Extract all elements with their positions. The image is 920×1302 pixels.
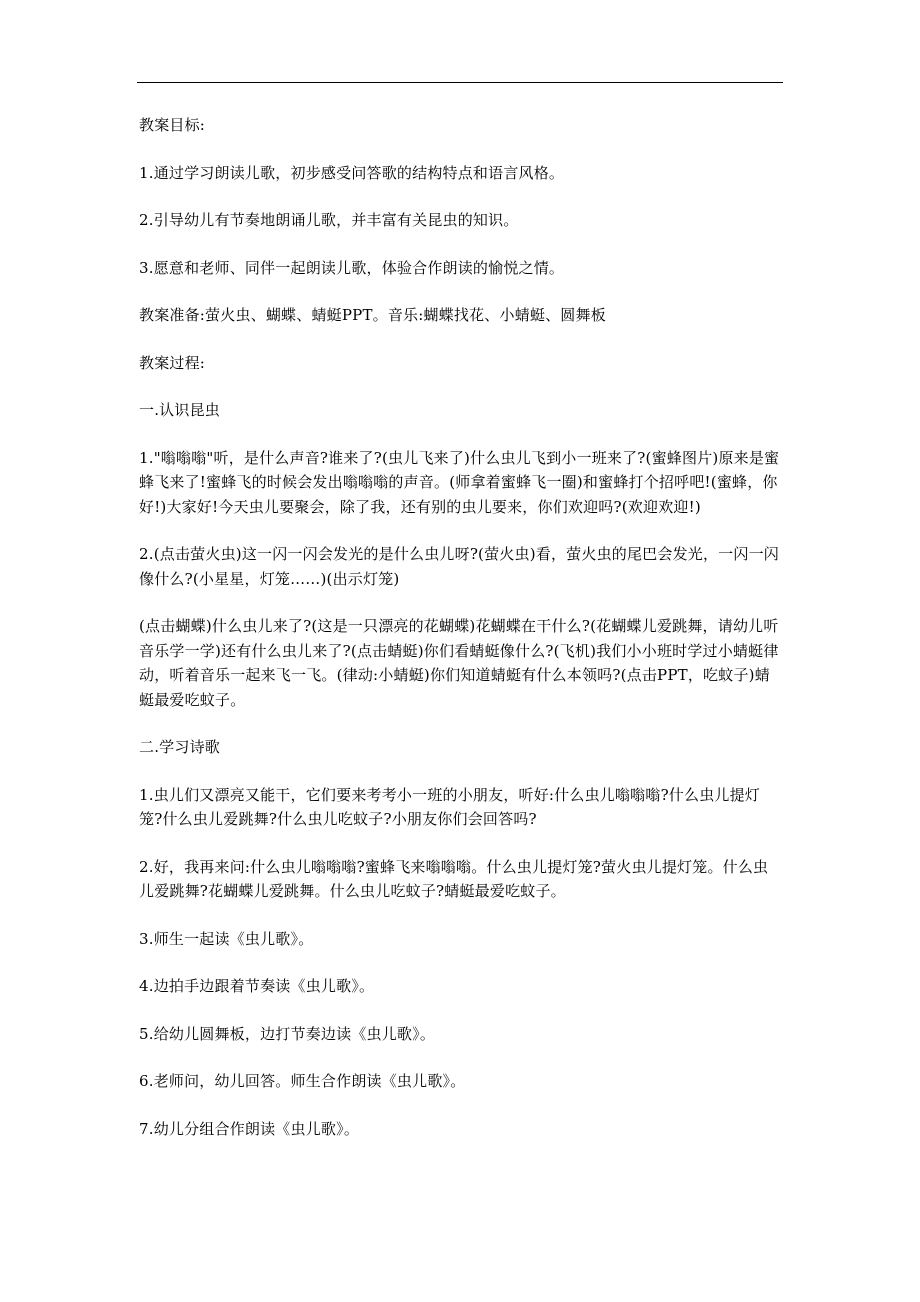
subsection-heading-insects: 一.认识昆虫: [139, 401, 220, 419]
process-step-2-7: 7.幼儿分组合作朗读《虫儿歌》。: [139, 1119, 360, 1138]
process-step-2-5: 5.给幼儿圆舞板，边打节奏边读《虫儿歌》。: [139, 1024, 436, 1043]
process-step-1-1: 1."嗡嗡嗡"听，是什么声音?谁来了?(虫儿飞来了)什么虫儿飞到小一班来了?(蜜蜂图片)原来是蜜蜂飞来了!蜜蜂飞的时候会发出嗡嗡嗡的声音。(师拿着蜜蜂飞一圈)和蜜蜂打个招呼吧!(蜜蜂，你好!)大家好!今天虫儿要聚会，除了我，还有别的虫儿要来，你们欢迎吗?(欢迎欢迎!): [139, 448, 780, 516]
process-step-1-2: 2.(点击萤火虫)这一闪一闪会发光的是什么虫儿呀?(萤火虫)看，萤火虫的尾巴会发光，一闪一闪像什么?(小星星，灯笼……)(出示灯笼): [139, 545, 779, 588]
process-step-2-2: 2.好，我再来问:什么虫儿嗡嗡嗡?蜜蜂飞来嗡嗡嗡。什么虫儿提灯笼?萤火虫儿提灯笼。什么虫儿爱跳舞?花蝴蝶儿爱跳舞。什么虫儿吃蚊子?蜻蜓最爱吃蚊子。: [139, 857, 769, 900]
objective-item-2: 2.引导幼儿有节奏地朗诵儿歌，并丰富有关昆虫的知识。: [139, 211, 519, 229]
header-rule: [137, 82, 783, 83]
preparation-paragraph: 教案准备:萤火虫、蝴蝶、蜻蜓PPT。音乐:蝴蝶找花、小蜻蜓、圆舞板: [139, 306, 606, 324]
subsection-heading-poem: 二.学习诗歌: [139, 738, 220, 756]
objective-item-3: 3.愿意和老师、同伴一起朗读儿歌，体验合作朗读的愉悦之情。: [139, 258, 565, 277]
process-step-2-3: 3.师生一起读《虫儿歌》。: [139, 929, 314, 948]
section-heading-objectives: 教案目标:: [139, 116, 206, 134]
section-heading-process: 教案过程:: [139, 353, 206, 372]
process-step-2-6: 6.老师问，幼儿回答。师生合作朗读《虫儿歌》。: [139, 1072, 466, 1090]
process-step-1-3: (点击蝴蝶)什么虫儿来了?(这是一只漂亮的花蝴蝶)花蝴蝶在干什么?(花蝴蝶儿爱跳舞，请幼儿听音乐学一学)还有什么虫儿来了?(点击蜻蜓)你们看蜻蜓像什么?(飞机)我们小小班时学过小蜻蜓律动，听着音乐一起来飞一飞。(律动:小蜻蜓)你们知道蜻蜓有什么本领吗?(点击PPT，吃蚊子)蜻蜓最爱吃蚊子。: [139, 617, 779, 709]
process-step-2-4: 4.边拍手边跟着节奏读《虫儿歌》。: [139, 977, 375, 995]
process-step-2-1: 1.虫儿们又漂亮又能干，它们要来考考小一班的小朋友，听好:什么虫儿嗡嗡嗡?什么虫儿提灯笼?什么虫儿爱跳舞?什么虫儿吃蚊子?小朋友你们会回答吗?: [139, 785, 761, 828]
objective-item-1: 1.通过学习朗读儿歌，初步感受问答歌的结构特点和语言风格。: [139, 163, 565, 182]
document-body: [139, 113, 783, 1164]
